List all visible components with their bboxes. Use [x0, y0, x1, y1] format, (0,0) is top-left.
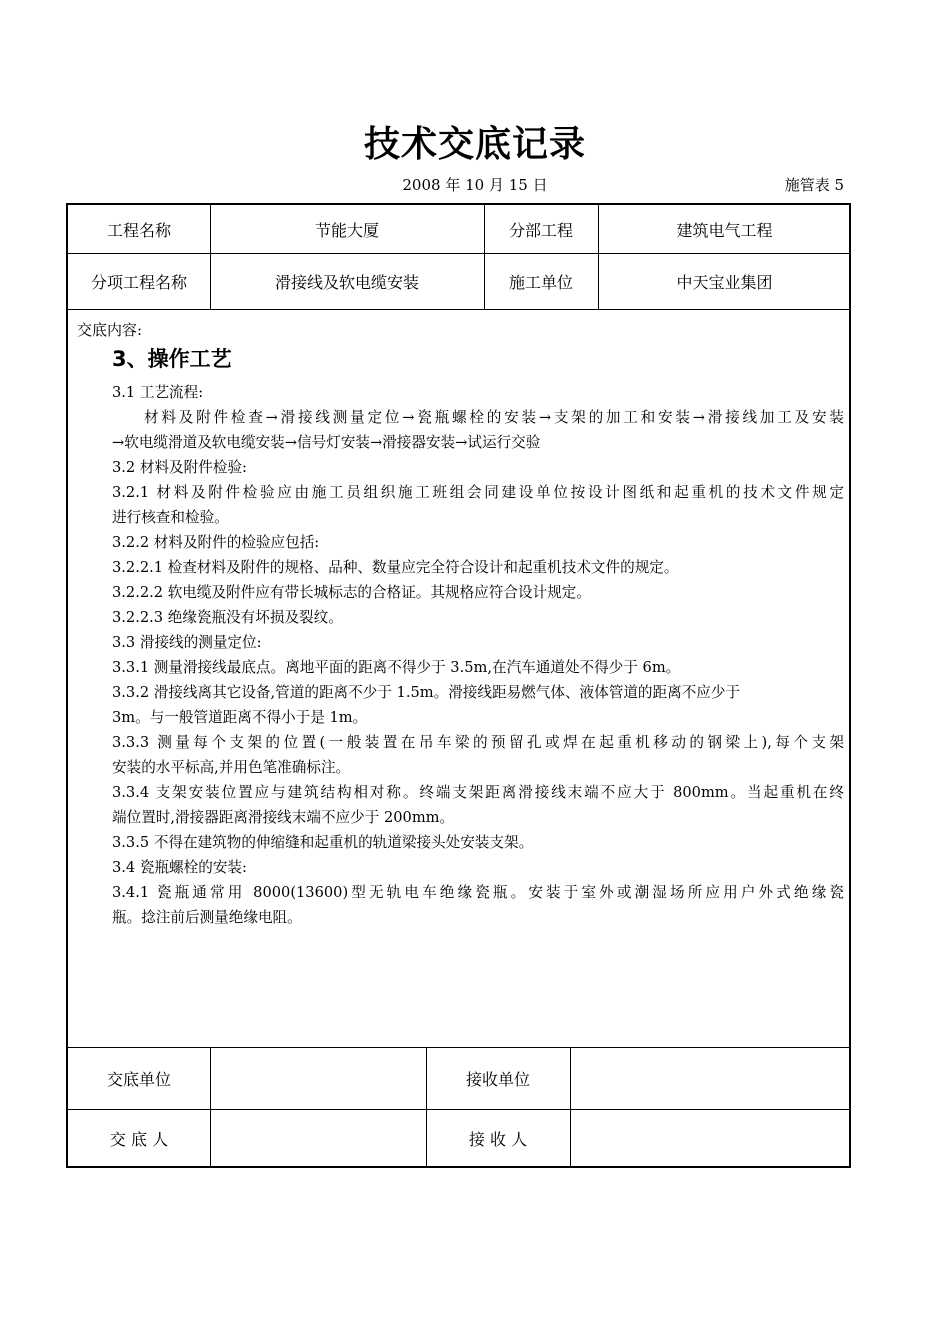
contractor-label: 施工单位 [508, 272, 573, 292]
content-line: 瓶。捻注前后测量绝缘电阻。 [112, 909, 302, 926]
content-line: 3.2.2.3 绝缘瓷瓶没有坏损及裂纹。 [112, 609, 343, 626]
project-name-label: 工程名称 [106, 220, 171, 240]
content-line: 3.3.2 滑接线离其它设备,管道的距离不少于 1.5m。滑接线距易燃气体、液体管道的距离不应少于 [112, 684, 741, 701]
content-line: 3.3.1 测量滑接线最底点。离地平面的距离不得少于 3.5m,在汽车通道处不得少于 6m。 [112, 659, 681, 676]
deliver-unit-label: 交底单位 [106, 1069, 171, 1089]
receive-person-field[interactable] [570, 1109, 851, 1168]
content-line: 3.2.1 材料及附件检验应由施工员组织施工班组会同建设单位按设计图纸和起重机的技术文件规定 [112, 484, 844, 501]
page-title: 技术交底记录 [363, 124, 586, 165]
deliver-unit-field[interactable] [210, 1047, 426, 1109]
content-line: 3.3.4 支架安装位置应与建筑结构相对称。终端支架距离滑接线末端不应大于 800mm。当起重机在终 [112, 784, 844, 801]
contractor-value: 中天宝业集团 [676, 272, 773, 292]
receive-person-label: 接 收 人 [468, 1130, 528, 1149]
content-line: 3.3.3 测量每个支架的位置(一般装置在吊车梁的预留孔或焊在起重机移动的钢梁上),每个支架 [112, 734, 844, 751]
content-line: 3.4.1 瓷瓶通常用 8000(13600)型无轨电车绝缘瓷瓶。安装于室外或潮湿场所应用户外式绝缘瓷 [112, 884, 844, 901]
content-line: 3.2.2 材料及附件的检验应包括: [112, 534, 320, 551]
content-line: →软电缆滑道及软电缆安装→信号灯安装→滑接器安装→试运行交验 [112, 434, 541, 451]
receive-unit-field[interactable] [570, 1047, 851, 1109]
record-date: 2008 年 10 月 15 日 [402, 176, 548, 194]
deliver-person-label: 交 底 人 [109, 1130, 169, 1149]
division-value: 建筑电气工程 [676, 220, 773, 240]
receive-unit-label: 接收单位 [465, 1069, 530, 1089]
project-name-value: 节能大厦 [314, 220, 379, 240]
content-body [112, 380, 844, 930]
content-line: 进行核查和检验。 [112, 509, 229, 526]
subitem-value: 滑接线及软电缆安装 [274, 272, 419, 292]
content-line: 3.3.5 不得在建筑物的伸缩缝和起重机的轨道梁接头处安装支架。 [112, 834, 534, 851]
content-line: 端位置时,滑接器距离滑接线末端不应少于 200mm。 [112, 809, 455, 826]
content-line: 3.3 滑接线的测量定位: [112, 634, 262, 651]
deliver-person-field[interactable] [210, 1109, 426, 1168]
content-line: 3.2.2.1 检查材料及附件的规格、品种、数量应完全符合设计和起重机技术文件的规定。 [112, 559, 679, 576]
form-number: 施管表 5 [784, 176, 844, 194]
content-label: 交底内容: [77, 321, 143, 339]
content-area [68, 309, 849, 1047]
section-heading: 3、操作工艺 [112, 347, 232, 371]
division-label: 分部工程 [508, 220, 573, 240]
content-line: 3.2.2.2 软电缆及附件应有带长城标志的合格证。其规格应符合设计规定。 [112, 584, 591, 601]
record-table [66, 203, 851, 1168]
content-line: 安装的水平标高,并用色笔准确标注。 [112, 759, 351, 776]
content-line: 材料及附件检查→滑接线测量定位→瓷瓶螺栓的安装→支架的加工和安装→滑接线加工及安装 [144, 409, 844, 426]
content-line: 3.4 瓷瓶螺栓的安装: [112, 859, 247, 876]
subitem-label: 分项工程名称 [90, 272, 187, 292]
content-line: 3.2 材料及附件检验: [112, 459, 247, 476]
content-line: 3.1 工艺流程: [112, 384, 204, 401]
content-line: 3m。与一般管道距离不得小于是 1m。 [112, 709, 368, 726]
